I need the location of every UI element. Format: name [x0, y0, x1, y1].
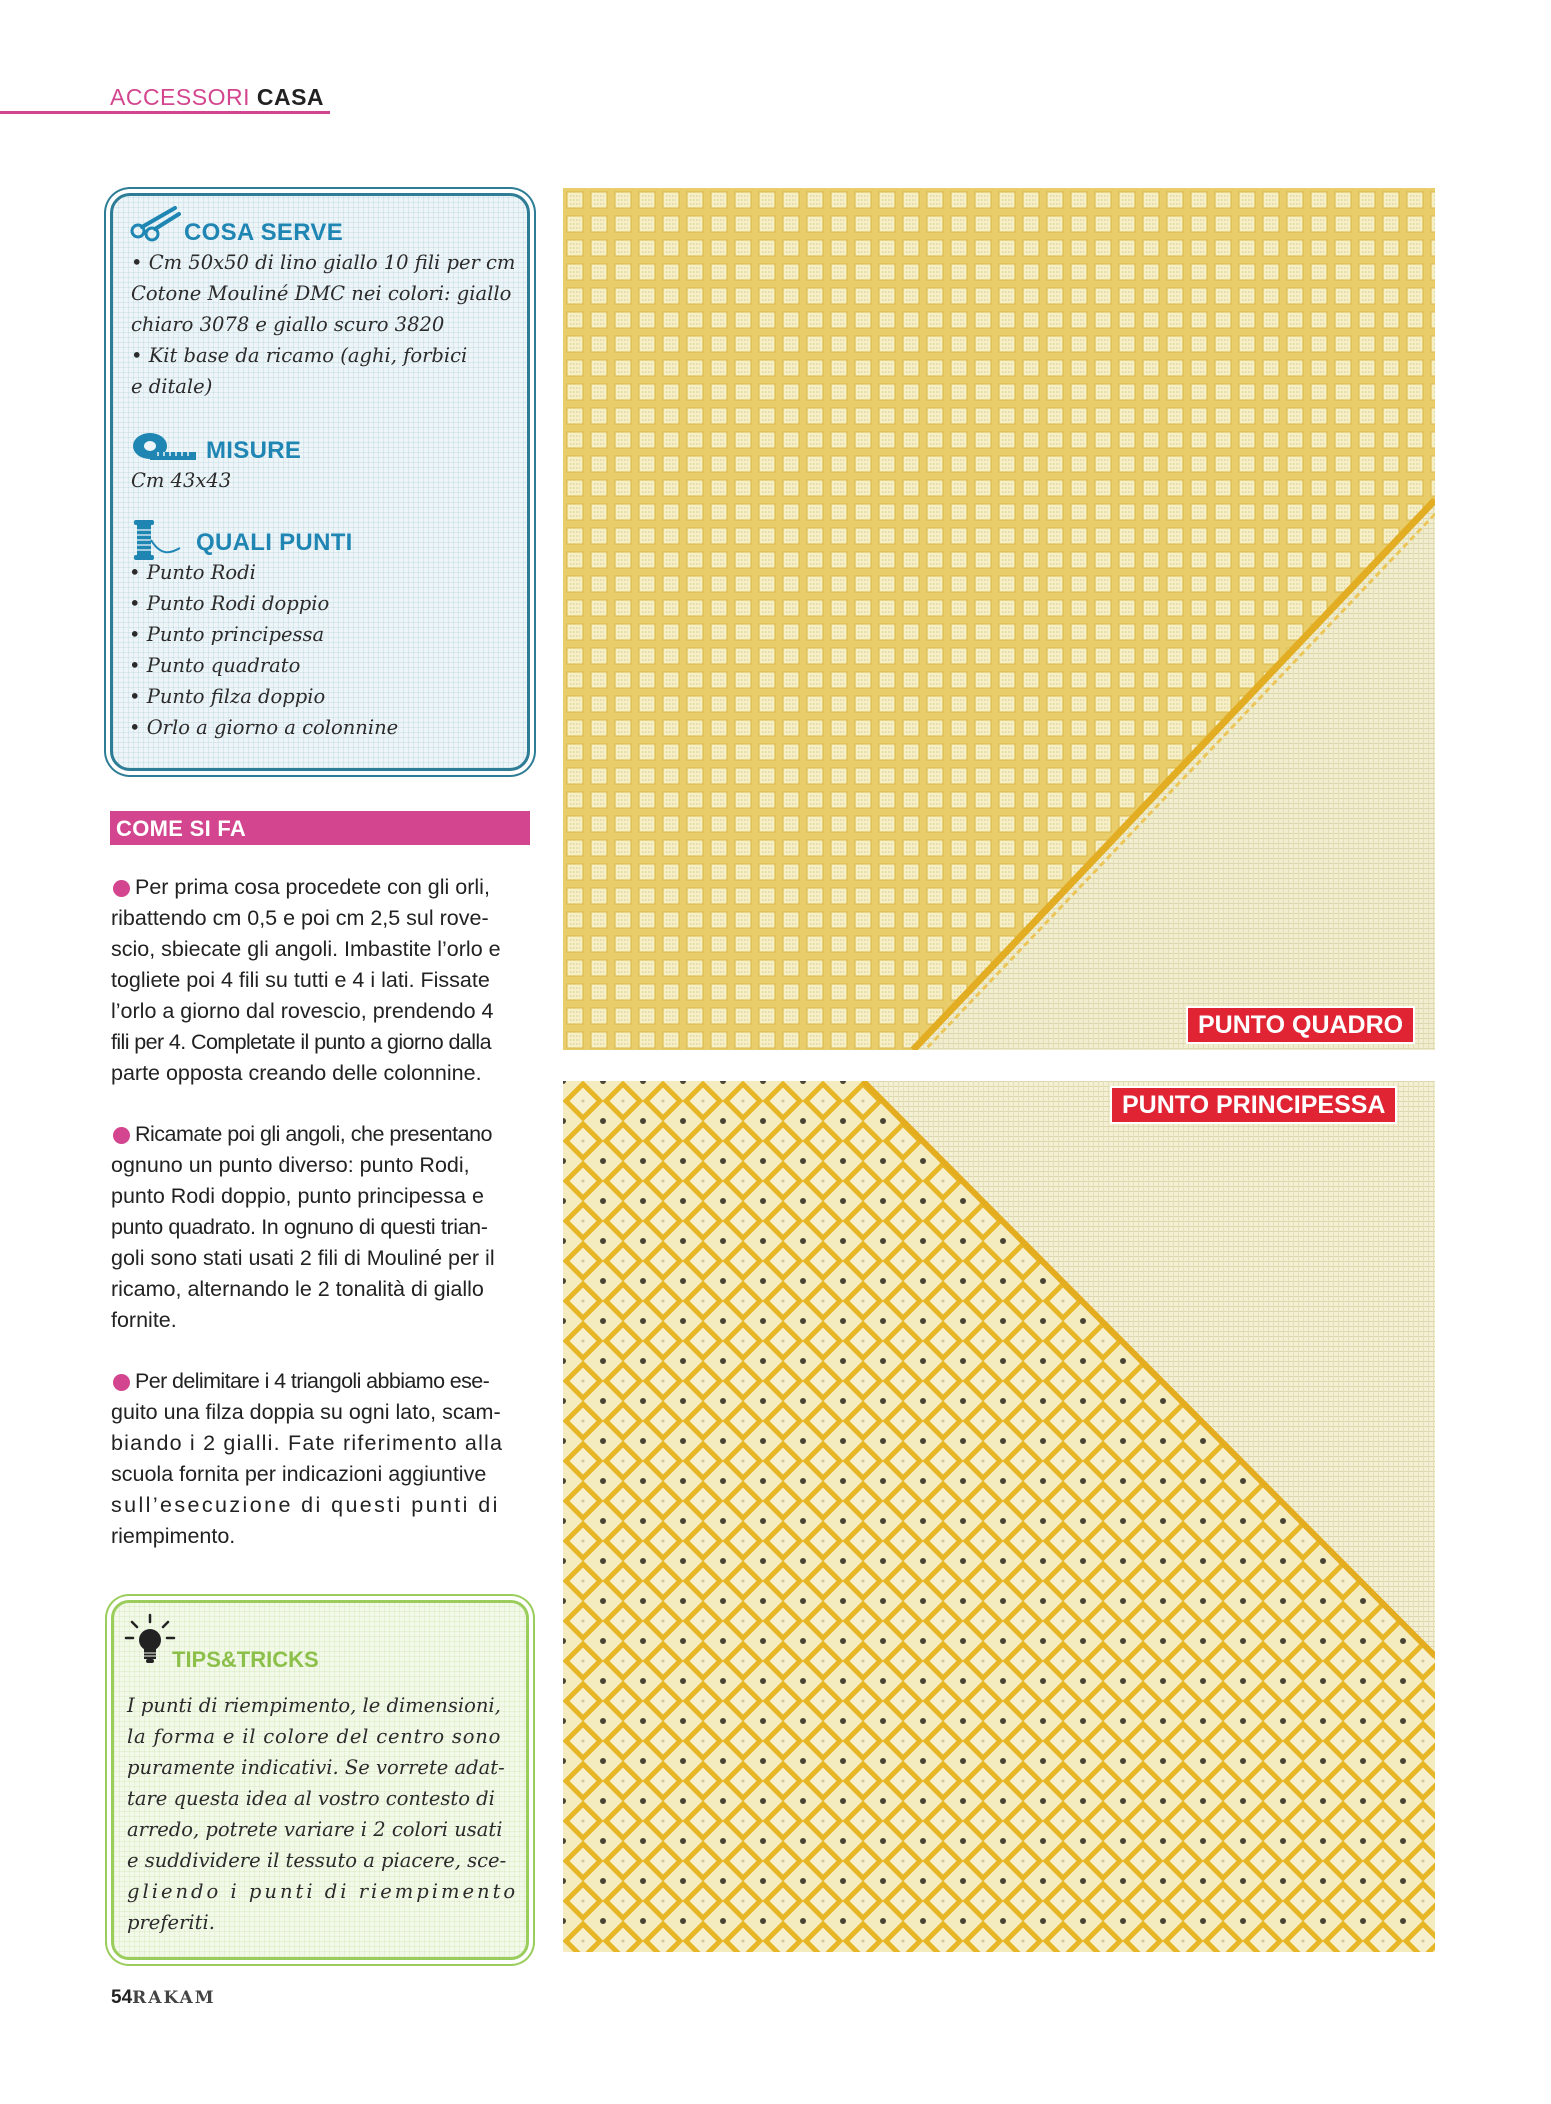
paragraph-line: riempimento. [111, 1524, 236, 1548]
cosa-serve-line: • Kit base da ricamo (aghi, forbici [131, 344, 468, 367]
materials-box [110, 193, 530, 771]
paragraph-line: ricamo, alternando le 2 tonalità di giallo [111, 1277, 484, 1301]
come-si-fa-heading: COME SI FA [110, 811, 530, 845]
tips-line: puramente indicativi. Se vorrete adat- [127, 1756, 505, 1779]
tips-line: la forma e il colore del centro sono [127, 1725, 502, 1748]
stitch-item: • Punto principessa [129, 623, 325, 646]
paragraph-line: Per delimitare i 4 triangoli abbiamo ese- [135, 1369, 490, 1393]
paragraph-line: scio, sbiecate gli angoli. Imbastite l’orlo e [111, 937, 501, 961]
stitch-item: • Punto filza doppio [129, 685, 326, 708]
scissors-icon [129, 204, 181, 247]
cosa-serve-line: e ditale) [131, 375, 213, 398]
paragraph-line: ognuno un punto diverso: punto Rodi, [111, 1153, 470, 1177]
stitch-item: • Punto quadrato [129, 654, 301, 677]
misure-heading: MISURE [206, 437, 302, 464]
paragraph-line: togliete poi 4 fili su tutti e 4 i lati. Fissate [111, 968, 490, 992]
quali-punti-heading: QUALI PUNTI [196, 529, 353, 556]
page-number: 54 [111, 1987, 133, 2008]
stitch-item: • Punto Rodi doppio [129, 592, 330, 615]
cosa-serve-heading: COSA SERVE [184, 219, 344, 246]
paragraph-bullet [113, 1374, 130, 1391]
tape-measure-icon [130, 429, 200, 468]
photo-punto-principessa [563, 1081, 1435, 1952]
header-rule [0, 111, 330, 114]
misure-value: Cm 43x43 [131, 469, 232, 492]
paragraph-line: parte opposta creando delle colonnine. [111, 1061, 482, 1085]
stitch-item: • Punto Rodi [129, 561, 256, 584]
paragraph-line: ribattendo cm 0,5 e poi cm 2,5 sul rove- [111, 906, 489, 930]
tips-heading: TIPS&TRICKS [172, 1647, 319, 1672]
paragraph-line: Per prima cosa procedete con gli orli, [135, 875, 490, 899]
stitch-item: • Orlo a giorno a colonnine [129, 716, 399, 739]
section-title-category: ACCESSORI [110, 84, 250, 110]
paragraph-line: Ricamate poi gli angoli, che presentano [135, 1122, 492, 1146]
section-title [110, 84, 324, 111]
photo-punto-quadro [563, 188, 1435, 1050]
section-header [0, 78, 330, 112]
paragraph-line: punto quadrato. In ognuno di questi trian- [111, 1215, 488, 1239]
paragraph-line: goli sono stati usati 2 fili di Mouliné per il [111, 1246, 495, 1270]
tips-box [111, 1600, 529, 1960]
page-footer [111, 1987, 216, 2009]
lightbulb-icon [124, 1613, 176, 1672]
magazine-name: RAKAM [132, 1988, 216, 2008]
tips-line: I punti di riempimento, le dimensioni, [127, 1694, 501, 1717]
tips-line: tare questa idea al vostro contesto di [127, 1787, 495, 1810]
paragraph-line: sull’esecuzione di questi punti di [111, 1493, 500, 1517]
paragraph-bullet [113, 880, 130, 897]
cosa-serve-line: Cotone Mouliné DMC nei colori: giallo [131, 282, 512, 305]
tips-line: gliendo i punti di riempimento [127, 1880, 519, 1903]
label-punto-quadro: PUNTO QUADRO [1186, 1006, 1415, 1044]
paragraph-line: fornite. [111, 1308, 177, 1332]
paragraph-line: fili per 4. Completate il punto a giorno dalla [111, 1030, 491, 1054]
paragraph-line: biando i 2 gialli. Fate riferimento alla [111, 1431, 504, 1455]
paragraph-line: l’orlo a giorno dal rovescio, prendendo 4 [111, 999, 494, 1023]
tips-line: preferiti. [127, 1911, 215, 1934]
paragraph-bullet [113, 1127, 130, 1144]
label-punto-principessa: PUNTO PRINCIPESSA [1110, 1086, 1397, 1124]
cosa-serve-line: • Cm 50x50 di lino giallo 10 fili per cm [131, 251, 516, 274]
section-title-subcategory: CASA [256, 84, 325, 110]
tips-line: arredo, potrete variare i 2 colori usati [127, 1818, 503, 1841]
paragraph-line: guito una filza doppia su ogni lato, scam- [111, 1400, 501, 1424]
tips-line: e suddividere il tessuto a piacere, sce- [127, 1849, 507, 1872]
paragraph-line: punto Rodi doppio, punto principessa e [111, 1184, 484, 1208]
cosa-serve-line: chiaro 3078 e giallo scuro 3820 [131, 313, 445, 336]
paragraph-line: scuola fornita per indicazioni aggiuntive [111, 1462, 487, 1486]
